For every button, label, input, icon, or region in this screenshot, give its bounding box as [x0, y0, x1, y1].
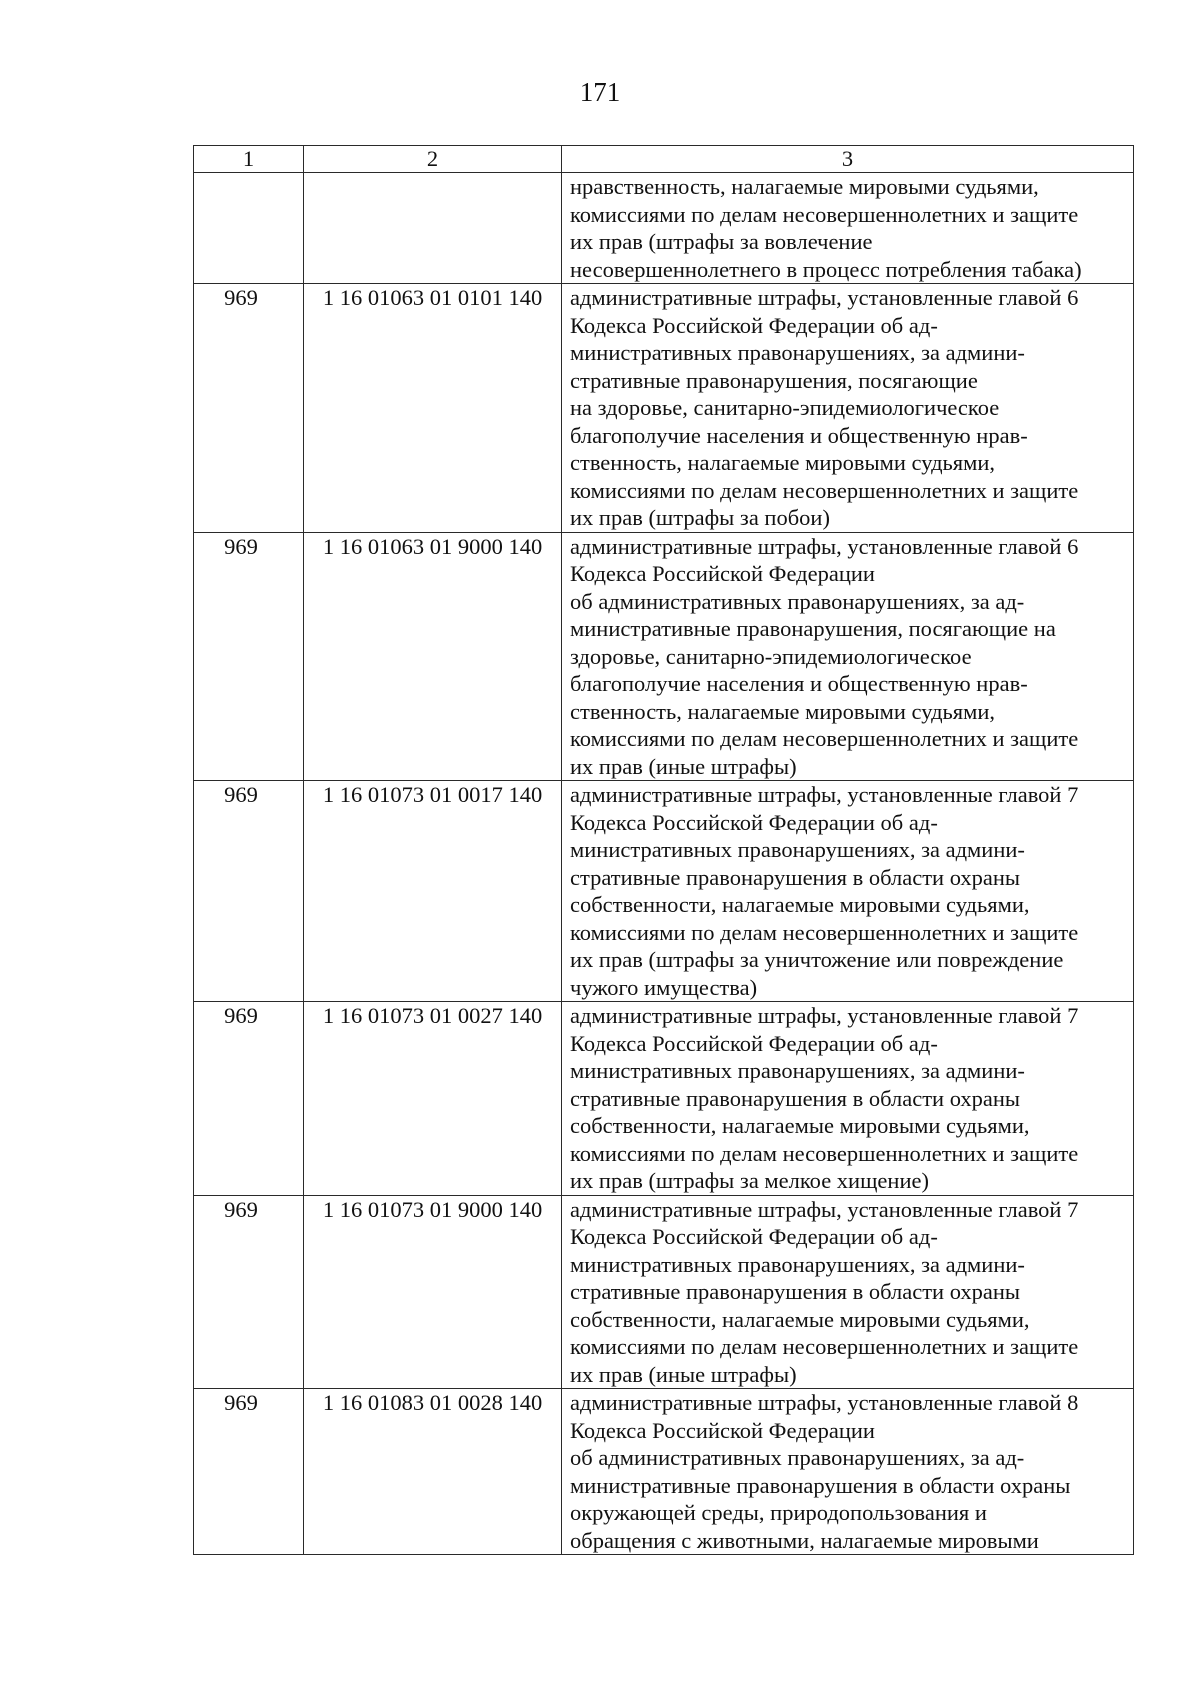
budget-classification-code-cell — [304, 173, 562, 284]
description-line: об административных правонарушениях, за ад- — [570, 588, 1025, 614]
budget-classification-code-cell: 1 16 01073 01 0027 140 — [304, 1002, 562, 1196]
description-line: окружающей среды, природопользования и — [570, 1500, 987, 1525]
description-cell — [562, 1002, 1134, 1196]
description-line: обращения с животными, налагаемые мировыми — [570, 1527, 1039, 1553]
description-line: министративных правонарушениях, за админи- — [570, 837, 1025, 862]
description-cell — [562, 532, 1134, 781]
description-line: на здоровье, санитарно-эпидемиологическое — [570, 395, 1000, 420]
description-line: Кодекса Российской Федерации об ад- — [570, 312, 938, 338]
description-line: комиссиями по делам несовершеннолетних и защите — [570, 201, 1079, 227]
column-header-2: 2 — [304, 146, 562, 173]
page-number: 171 — [579, 77, 621, 107]
table-row — [194, 1389, 1134, 1555]
description-line: комиссиями по делам несовершеннолетних и защите — [570, 477, 1079, 503]
description-line: комиссиями по делам несовершеннолетних и защите — [570, 919, 1079, 945]
description-line: их прав (штрафы за вовлечение — [570, 229, 873, 254]
table-header — [194, 146, 1134, 173]
description-line: Кодекса Российской Федерации — [570, 1417, 875, 1443]
description-line: стративные правонарушения в области охраны — [570, 1085, 1021, 1111]
description-line: нравственность, налагаемые мировыми судьями, — [570, 174, 1039, 199]
description-line: об административных правонарушениях, за ад- — [570, 1445, 1025, 1470]
description-line: административные штрафы, установленные главой 7 — [570, 1196, 1079, 1222]
description-line: ственность, налагаемые мировыми судьями, — [570, 698, 996, 724]
column-header-1: 1 — [194, 146, 304, 173]
description-line: здоровье, санитарно-эпидемиологическое — [570, 643, 972, 669]
description-line: административные штрафы, установленные главой 7 — [570, 782, 1079, 807]
table-row — [194, 1195, 1134, 1389]
description-line: административные штрафы, установленные главой 6 — [570, 533, 1079, 559]
description-line: их прав (штрафы за побои) — [570, 505, 830, 530]
table-row — [194, 781, 1134, 1002]
admin-code-cell: 969 — [194, 1195, 304, 1389]
description-line: благополучие населения и общественную нрав- — [570, 422, 1028, 448]
description-cell — [562, 284, 1134, 533]
description-line: стративные правонарушения в области охраны — [570, 864, 1021, 890]
admin-code-cell: 969 — [194, 1002, 304, 1196]
table-row — [194, 284, 1134, 533]
description-line: благополучие населения и общественную нрав- — [570, 671, 1028, 696]
table-row — [194, 173, 1134, 284]
admin-code-cell: 969 — [194, 284, 304, 533]
description-line: административные штрафы, установленные главой 6 — [570, 285, 1079, 310]
description-cell — [562, 1389, 1134, 1555]
description-line: комиссиями по делам несовершеннолетних и защите — [570, 1334, 1079, 1359]
table-row — [194, 1002, 1134, 1196]
budget-classification-code-cell: 1 16 01063 01 9000 140 — [304, 532, 562, 781]
description-line: комиссиями по делам несовершеннолетних и защите — [570, 1140, 1079, 1166]
description-cell — [562, 173, 1134, 284]
table-body — [194, 173, 1134, 1555]
description-line: министративных правонарушениях, за админи- — [570, 1058, 1025, 1083]
description-line: стративные правонарушения, посягающие — [570, 367, 978, 393]
description-line: их прав (иные штрафы) — [570, 1361, 797, 1387]
description-line: Кодекса Российской Федерации об ад- — [570, 1030, 938, 1056]
description-line: собственности, налагаемые мировыми судьями, — [570, 1306, 1030, 1332]
description-line: Кодекса Российской Федерации об ад- — [570, 1224, 938, 1249]
budget-classification-code-cell: 1 16 01073 01 9000 140 — [304, 1195, 562, 1389]
header-row — [194, 146, 1134, 173]
description-cell — [562, 781, 1134, 1002]
description-line: собственности, налагаемые мировыми судьями, — [570, 892, 1030, 917]
admin-code-cell: 969 — [194, 532, 304, 781]
budget-classification-code-cell: 1 16 01063 01 0101 140 — [304, 284, 562, 533]
description-line: их прав (штрафы за уничтожение или повреждение — [570, 947, 1064, 972]
budget-classification-code-cell: 1 16 01073 01 0017 140 — [304, 781, 562, 1002]
description-line: министративные правонарушения, посягающие на — [570, 616, 1056, 641]
table-row — [194, 532, 1134, 781]
description-line: министративных правонарушениях, за админи- — [570, 340, 1025, 365]
description-line: комиссиями по делам несовершеннолетних и защите — [570, 726, 1079, 751]
description-line: собственности, налагаемые мировыми судьями, — [570, 1113, 1030, 1138]
description-line: ственность, налагаемые мировыми судьями, — [570, 450, 996, 475]
description-line: чужого имущества) — [570, 974, 758, 1000]
budget-classification-code-cell: 1 16 01083 01 0028 140 — [304, 1389, 562, 1555]
description-line: административные штрафы, установленные главой 8 — [570, 1390, 1079, 1415]
description-line: Кодекса Российской Федерации — [570, 561, 875, 586]
admin-code-cell: 969 — [194, 1389, 304, 1555]
description-cell — [562, 1195, 1134, 1389]
description-line: их прав (штрафы за мелкое хищение) — [570, 1168, 929, 1193]
description-line: несовершеннолетнего в процесс потребления табака) — [570, 256, 1082, 282]
description-line: министративных правонарушениях, за админи- — [570, 1251, 1025, 1277]
description-line: Кодекса Российской Федерации об ад- — [570, 809, 938, 835]
description-line: административные штрафы, установленные главой 7 — [570, 1003, 1079, 1028]
description-line: стративные правонарушения в области охраны — [570, 1279, 1021, 1304]
description-line: министративные правонарушения в области охраны — [570, 1472, 1071, 1498]
budget-codes-table — [193, 145, 1134, 1555]
description-line: их прав (иные штрафы) — [570, 753, 797, 779]
admin-code-cell — [194, 173, 304, 284]
column-header-3: 3 — [562, 146, 1134, 173]
admin-code-cell: 969 — [194, 781, 304, 1002]
